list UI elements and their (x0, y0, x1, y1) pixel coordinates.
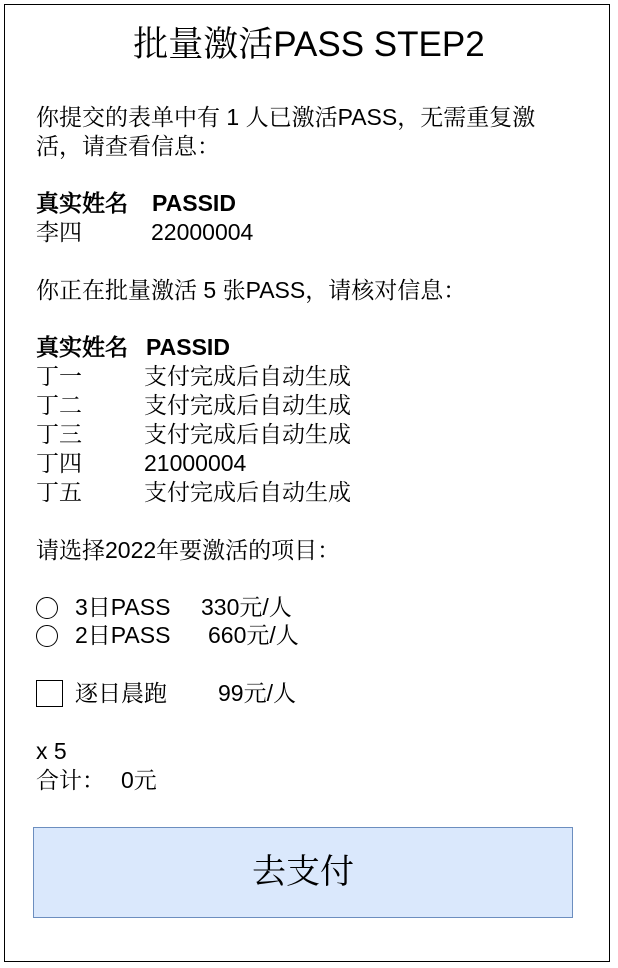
row-name: 李四 (36, 219, 82, 245)
row-name: 丁三 (36, 421, 82, 447)
option-3day-label: 3日PASS (75, 594, 171, 620)
addon-price: 99元/人 (218, 680, 296, 706)
already-active-notice: 你提交的表单中有 1 人已激活PASS，无需重复激活，请查看信息： (36, 104, 536, 159)
header-passid: PASSID (152, 190, 236, 216)
project-select-prompt: 请选择2022年要激活的项目： (36, 537, 341, 563)
quantity: x 5 (36, 738, 67, 764)
to-activate-notice: 你正在批量激活 5 张PASS，请核对信息： (36, 277, 467, 303)
addon-morning-run-checkbox[interactable] (36, 680, 63, 707)
header-name: 真实姓名 (36, 334, 128, 360)
row-passid: 21000004 (144, 450, 247, 476)
option-2day-label: 2日PASS (75, 622, 171, 648)
option-3day-radio[interactable] (36, 597, 58, 619)
row-name: 丁四 (36, 450, 82, 476)
row-name: 丁五 (36, 479, 82, 505)
page-title: 批量激活PASS STEP2 (133, 25, 485, 64)
total-label: 合计： (36, 767, 105, 793)
option-3day-price: 330元/人 (201, 594, 292, 620)
header-name: 真实姓名 (36, 190, 128, 216)
option-2day-radio[interactable] (36, 625, 58, 647)
row-name: 丁二 (36, 392, 82, 418)
row-passid: 支付完成后自动生成 (144, 363, 351, 389)
pay-button[interactable]: 去支付 (33, 827, 573, 918)
row-passid: 支付完成后自动生成 (144, 392, 351, 418)
row-passid: 22000004 (151, 219, 254, 245)
option-2day-price: 660元/人 (208, 622, 299, 648)
row-passid: 支付完成后自动生成 (144, 479, 351, 505)
total-value: 0元 (121, 767, 157, 793)
header-passid: PASSID (146, 334, 230, 360)
row-name: 丁一 (36, 363, 82, 389)
addon-label: 逐日晨跑 (75, 680, 167, 706)
row-passid: 支付完成后自动生成 (144, 421, 351, 447)
